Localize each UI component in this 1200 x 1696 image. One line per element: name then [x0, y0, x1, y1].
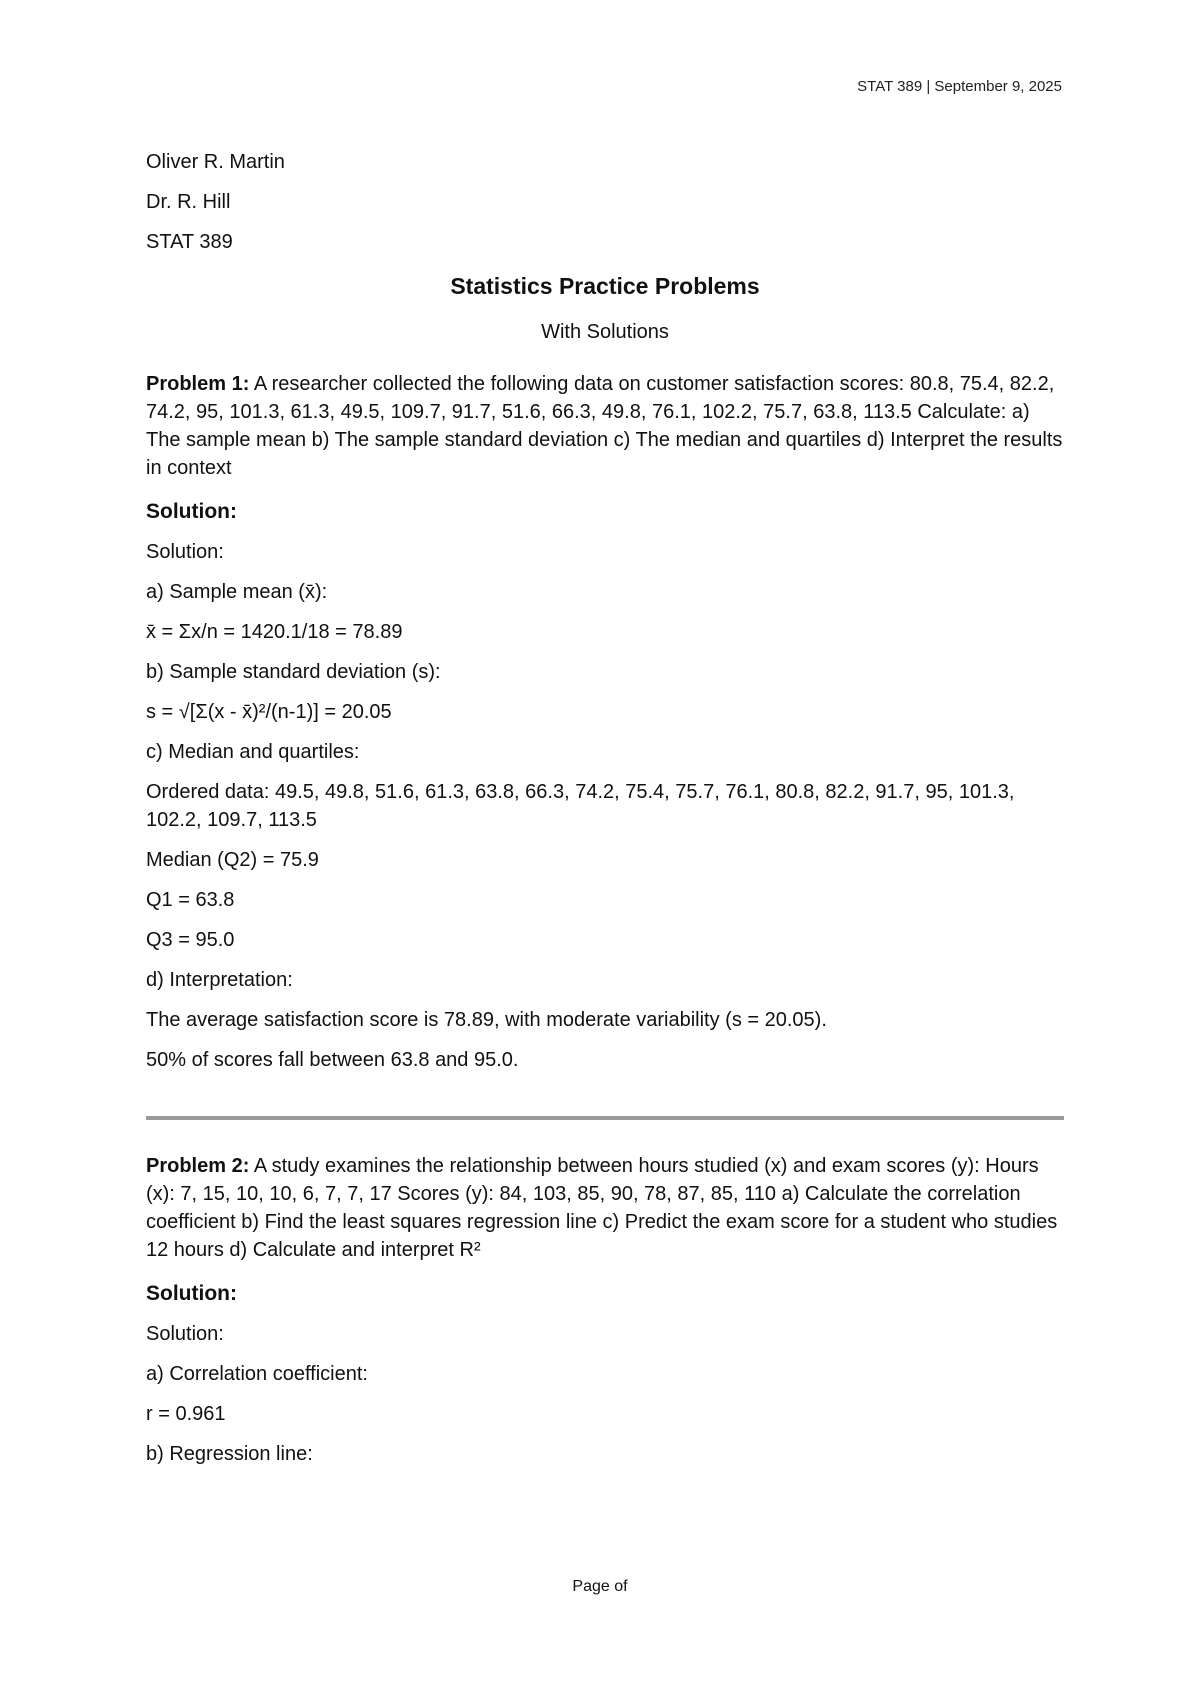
problem-1-label: Problem 1:: [146, 373, 250, 395]
problem-2-statement: [146, 1152, 1064, 1264]
solution-line: Median (Q2) = 75.9: [146, 849, 319, 871]
solution-line: Q1 = 63.8: [146, 889, 235, 911]
solution-line: The average satisfaction score is 78.89, with moderate variability (s = 20.05).: [146, 1009, 827, 1031]
solution-line: r = 0.961: [146, 1403, 226, 1425]
problem-2-text: A study examines the relationship between hours studied (x) and exam scores (y): Hours (x): 7, 15, 10, 10, 6, 7, 7, 17 Scores (y): 84, 103, 85, 90, 78, 87, 85, 110 a) Calculate the correlation coefficient b) Find the least squares regression line c) Predict the exam score for a student who studies 12 hours d) Calculate and interpret R²: [146, 1155, 1058, 1261]
document-body: [146, 148, 1064, 1480]
instructor-name: Dr. R. Hill: [146, 191, 231, 213]
student-name: Oliver R. Martin: [146, 151, 285, 173]
solution-line: x̄ = Σx/n = 1420.1/18 = 78.89: [146, 621, 403, 643]
solution-line: b) Regression line:: [146, 1443, 313, 1465]
page-header: STAT 389 | September 9, 2025: [857, 78, 1062, 95]
solution-line: s = √[Σ(x - x̄)²/(n-1)] = 20.05: [146, 701, 392, 723]
solution-line: Solution:: [146, 1323, 224, 1345]
problem-2-solution-heading: Solution:: [146, 1282, 237, 1305]
solution-line: a) Sample mean (x̄):: [146, 581, 328, 603]
solution-line: a) Correlation coefficient:: [146, 1363, 368, 1385]
solution-line: d) Interpretation:: [146, 969, 293, 991]
section-divider: [146, 1116, 1064, 1120]
problem-1-solution-heading: Solution:: [146, 500, 237, 523]
document-subtitle: With Solutions: [541, 321, 669, 343]
solution-line: Ordered data: 49.5, 49.8, 51.6, 61.3, 63.8, 66.3, 74.2, 75.4, 75.7, 76.1, 80.8, 82.2, 91.7, 95, 101.3, 102.2, 109.7, 113.5: [146, 781, 1015, 831]
solution-line: Solution:: [146, 541, 224, 563]
page-footer: Page of: [572, 1578, 628, 1595]
problem-1-statement: [146, 370, 1064, 482]
solution-line: c) Median and quartiles:: [146, 741, 360, 763]
document-title: Statistics Practice Problems: [450, 273, 760, 299]
solution-line: Q3 = 95.0: [146, 929, 235, 951]
solution-line: 50% of scores fall between 63.8 and 95.0.: [146, 1049, 519, 1071]
problem-1-text: A researcher collected the following data on customer satisfaction scores: 80.8, 75.4, 82.2, 74.2, 95, 101.3, 61.3, 49.5, 109.7, 91.7, 51.6, 66.3, 49.8, 76.1, 102.2, 75.7, 63.8, 113.5 Calculate: a) The sample mean b) The sample standard deviation c) The median and quartiles d) Interpret the results in context: [146, 373, 1063, 479]
solution-line: b) Sample standard deviation (s):: [146, 661, 441, 683]
course-name: STAT 389: [146, 231, 233, 253]
problem-2-label: Problem 2:: [146, 1155, 250, 1177]
